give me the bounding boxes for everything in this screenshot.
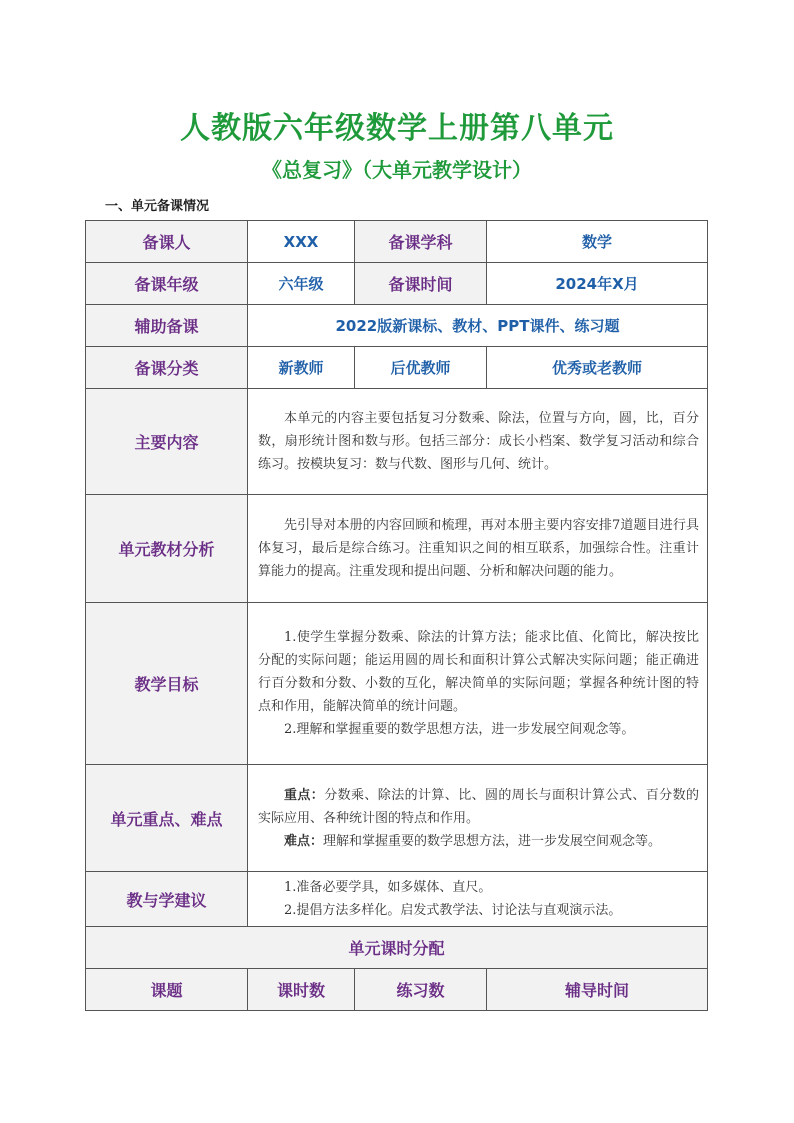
- table-row: [86, 765, 708, 872]
- table-row: [86, 221, 708, 263]
- page-subtitle: 《总复习》（大单元教学设计）: [262, 158, 532, 182]
- table-row: [86, 603, 708, 765]
- content-text: 本单元的内容主要包括复习分数乘、除法，位置与方向，圆，比，百分数，扇形统计图和数与形。包括三部分：成长小档案、数学复习活动和综合练习。按模块复习：数与代数、图形与几何、统计。: [248, 389, 708, 495]
- allocation-header-exercises: 练习数: [355, 969, 487, 1011]
- page-title: 人教版六年级数学上册第八单元: [180, 111, 614, 146]
- preparer-value: XXX: [248, 221, 355, 263]
- time-value: 2024年X月: [487, 263, 708, 305]
- goal-item: 1.使学生掌握分数乘、除法的计算方法；能求比值、化简比，解决按比分配的实际问题；能运用圆的周长和面积计算公式解决实际问题；能正确进行百分数和分数、小数的互化，解决简单的实际问题；掌握各种统计图的特点和作用，能解决简单的统计问题。: [258, 630, 699, 714]
- aux-value: 2022版新课标、教材、PPT课件、练习题: [248, 305, 708, 347]
- suggest-item: 1.准备必要学具，如多媒体、直尺。: [284, 880, 492, 895]
- lesson-plan-table: [85, 220, 708, 1011]
- category-value-improved: 后优教师: [355, 347, 487, 389]
- table-row: [86, 495, 708, 603]
- grade-value: 六年级: [248, 263, 355, 305]
- content-label: 主要内容: [86, 389, 248, 495]
- goal-item: 2.理解和掌握重要的数学思想方法，进一步发展空间观念等。: [284, 722, 635, 737]
- suggest-label: 教与学建议: [86, 872, 248, 927]
- analysis-label: 单元教材分析: [86, 495, 248, 603]
- key-text: [248, 765, 708, 872]
- allocation-title: 单元课时分配: [86, 927, 708, 969]
- table-row: [86, 969, 708, 1011]
- key-points-text: 分数乘、除法的计算、比、圆的周长与面积计算公式、百分数的实际应用、各种统计图的特点和作用。: [258, 787, 699, 826]
- suggest-item: 2.提倡方法多样化。启发式教学法、讨论法与直观演示法。: [284, 903, 622, 918]
- table-row: [86, 872, 708, 927]
- grade-label: 备课年级: [86, 263, 248, 305]
- subject-value: 数学: [487, 221, 708, 263]
- table-row: [86, 927, 708, 969]
- table-row: [86, 263, 708, 305]
- category-value-new: 新教师: [248, 347, 355, 389]
- suggest-text: [248, 872, 708, 927]
- preparer-label: 备课人: [86, 221, 248, 263]
- aux-label: 辅助备课: [86, 305, 248, 347]
- key-label: 单元重点、难点: [86, 765, 248, 872]
- difficult-text: 理解和掌握重要的数学思想方法，进一步发展空间观念等。: [323, 833, 662, 849]
- allocation-header-hours: 课时数: [248, 969, 355, 1011]
- difficult-label: 难点：: [284, 833, 324, 849]
- time-label: 备课时间: [355, 263, 487, 305]
- section-heading: 一、单元备课情况: [105, 199, 210, 214]
- table-row: [86, 389, 708, 495]
- subject-label: 备课学科: [355, 221, 487, 263]
- analysis-text: 先引导对本册的内容回顾和梳理，再对本册主要内容安排7道题目进行具体复习，最后是综合练习。注重知识之间的相互联系，加强综合性。注重计算能力的提高。注重发现和提出问题、分析和解决问题的能力。: [248, 495, 708, 603]
- goals-label: 教学目标: [86, 603, 248, 765]
- goals-text: [248, 603, 708, 765]
- category-label: 备课分类: [86, 347, 248, 389]
- category-value-excellent: 优秀或老教师: [487, 347, 708, 389]
- key-points-label: 重点：: [284, 787, 325, 803]
- allocation-header-tutoring: 辅导时间: [487, 969, 708, 1011]
- table-row: [86, 347, 708, 389]
- allocation-header-topic: 课题: [86, 969, 248, 1011]
- table-row: [86, 305, 708, 347]
